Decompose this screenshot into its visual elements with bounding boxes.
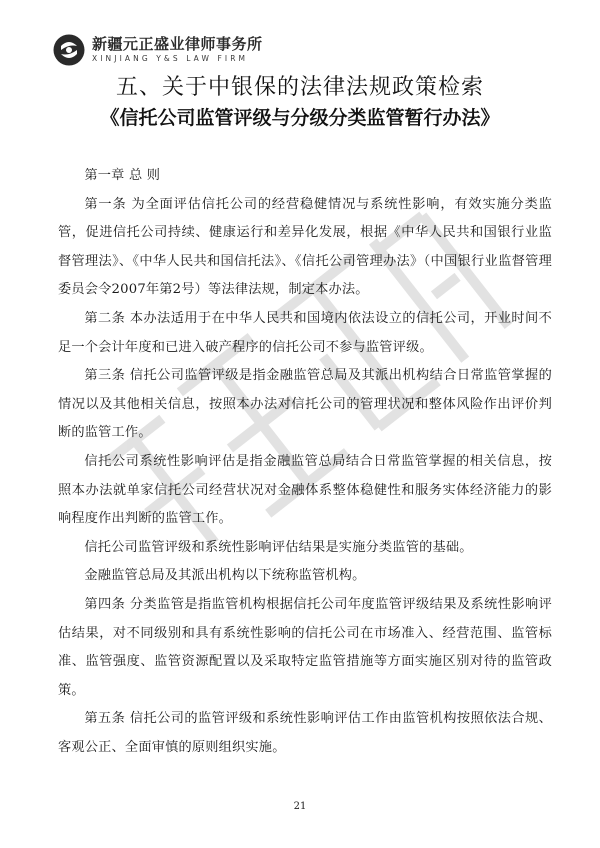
article-5: 第五条 信托公司的监管评级和系统性影响评估工作由监管机构按照依法合规、客观公正、全面审慎的原则组织实施。 (58, 711, 552, 755)
article-3-paragraph-4: 金融监管总局及其派出机构以下统称监管机构。 (84, 568, 366, 584)
article-3: 第三条 信托公司监管评级是指金融监管总局及其派出机构结合日常监管掌握的情况以及其他相关信息，按照本办法对信托公司的管理状况和整体风险作出评价判断的监管工作。 (58, 368, 552, 441)
document-title: 《信托公司监管评级与分级分类监管暂行办法》 (100, 107, 500, 129)
firm-name-en: XINJIANG Y&S LAW FIRM (92, 54, 249, 63)
article-3-paragraph-2: 信托公司系统性影响评估是指金融监管总局结合日常监管掌握的相关信息，按照本办法就单家信托公司经营状况对金融体系整体稳健性和服务实体经济能力的影响程度作出判断的监管工作。 (58, 453, 552, 527)
chapter-heading: 第一章 总 则 (84, 168, 161, 183)
article-1: 第一条 为全面评估信托公司的经营稳健情况与系统性影响，有效实施分类监管，促进信托公司持续、健康运行和差异化发展，根据《中华人民共和国银行业监督管理法》、《中华人民共和国信托法》、《信托公司管理办法》（中国银行业监督管理委员会令2007年第2号）等法律法规，制定本办法。 (58, 196, 552, 298)
document-body (58, 162, 552, 762)
page-number: 21 (293, 801, 307, 812)
letterhead (52, 30, 352, 70)
article-2: 第二条 本办法适用于在中华人民共和国境内依法设立的信托公司，开业时间不足一个会计年度和已进入破产程序的信托公司不参与监管评级。 (58, 310, 552, 355)
firm-name-block (92, 36, 263, 64)
article-4: 第四条 分类监管是指监管机构根据信托公司年度监管评级结果及系统性影响评估结果，对不同级别和具有系统性影响的信托公司在市场准入、经营范围、监管标准、监管强度、监管资源配置以及采取特定监管措施等方面实施区别对待的监管政策。 (58, 596, 552, 698)
section-title: 五、关于中银保的法律法规政策检索 (115, 75, 484, 100)
firm-logo-icon (52, 33, 86, 67)
firm-name-cn: 新疆元正盛业律师事务所 (92, 35, 263, 53)
article-3-paragraph-3: 信托公司监管评级和系统性影响评估结果是实施分类监管的基础。 (84, 539, 473, 555)
